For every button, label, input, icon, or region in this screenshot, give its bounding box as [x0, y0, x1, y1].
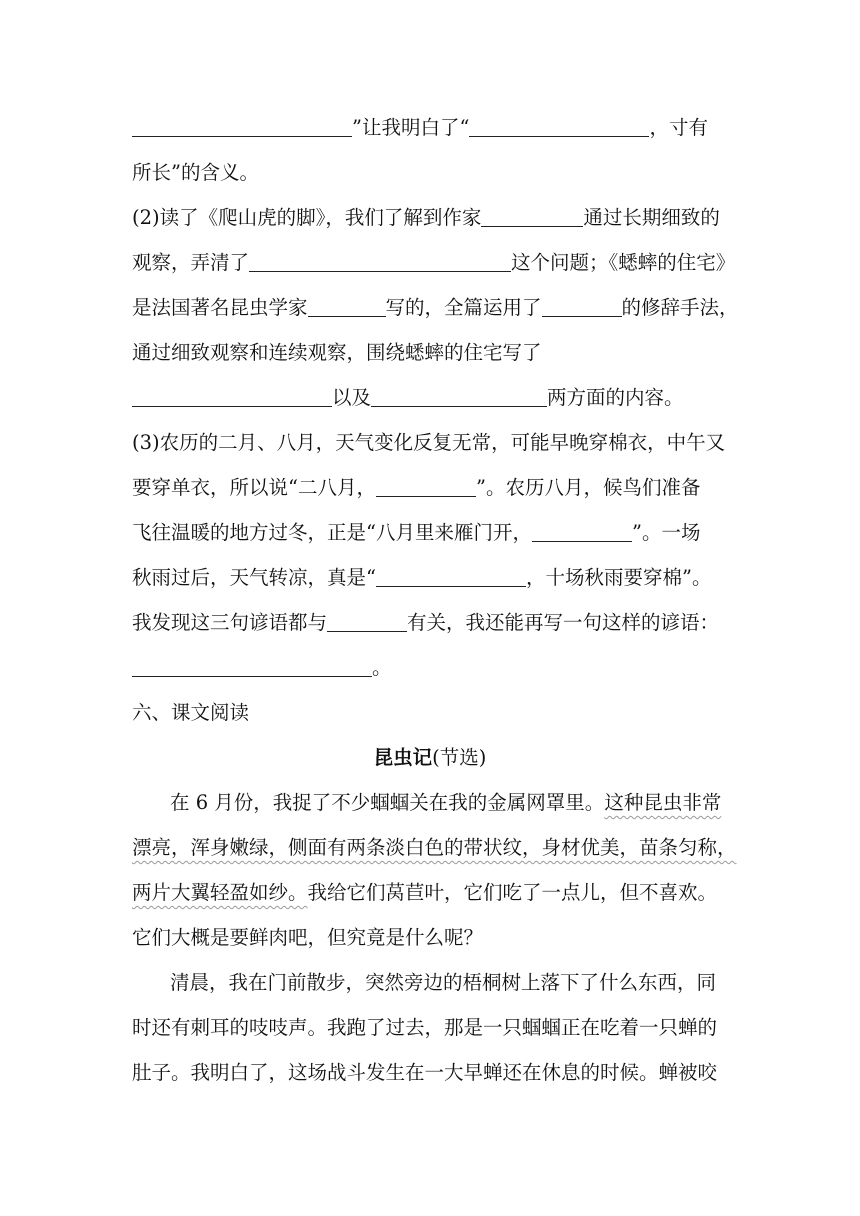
q3-text: ”。农历八月，候鸟们准备: [475, 476, 701, 499]
passage-p2-line-1: [170, 968, 744, 998]
q2-text: 观察，弄清了: [132, 251, 250, 274]
passage-text: 清晨，我在门前散步，突然旁边的梧桐树上落下了什么东西，同: [170, 971, 717, 994]
passage-title-sub: (节选): [432, 746, 487, 769]
q3-text: ”。一场: [631, 521, 701, 544]
answer-blank[interactable]: [371, 386, 547, 407]
answer-blank[interactable]: [132, 386, 332, 407]
passage-underlined-text: 这种昆虫非常: [604, 791, 722, 814]
answer-blank[interactable]: [327, 611, 407, 632]
passage-text: 肚子。我明白了，这场战斗发生在一大早蝉还在休息的时候。蝉被咬: [132, 1061, 718, 1084]
answer-blank[interactable]: [308, 296, 386, 317]
q3-line-4: [132, 563, 744, 593]
answer-blank[interactable]: [469, 116, 649, 137]
answer-blank[interactable]: [542, 296, 622, 317]
q2-line-4: [132, 338, 744, 368]
q1-text: ，寸有: [649, 116, 708, 139]
q2-text: (2)读了《爬山虎的脚》，我们了解到作家: [132, 206, 482, 229]
q3-text: 有关，我还能再写一句这样的谚语：: [407, 611, 720, 634]
answer-blank[interactable]: [376, 566, 526, 587]
passage-p1-line-1: [170, 788, 744, 818]
answer-blank[interactable]: [132, 116, 352, 137]
passage-p2-line-3: [132, 1058, 744, 1088]
q3-text: 。: [372, 656, 392, 679]
passage-title: [0, 743, 860, 773]
q3-line-2: [132, 473, 744, 503]
q3-text: 我发现这三句谚语都与: [132, 611, 328, 634]
q2-text: 这个问题；《蟋蟀的住宅》: [511, 251, 736, 274]
passage-text: 它们大概是要鲜肉吧，但究竟是什么呢？: [132, 926, 484, 949]
q3-line-1: [132, 428, 744, 458]
passage-text: 在 6 月份，我捉了不少蝈蝈关在我的金属网罩里。: [170, 791, 605, 814]
q1-text: 所长”的含义。: [132, 161, 259, 184]
passage-p1-line-4: [132, 923, 744, 953]
section-heading: [132, 698, 744, 728]
passage-underlined-text: 两片大翼轻盈如纱。: [132, 881, 308, 904]
answer-blank[interactable]: [132, 656, 372, 677]
section-heading-text: 六、课文阅读: [132, 701, 250, 724]
passage-p1-line-2: [132, 833, 744, 863]
answer-blank[interactable]: [532, 521, 632, 542]
q2-text: 的修辞手法，: [621, 296, 739, 319]
passage-text: 我给它们莴苣叶，它们吃了一点儿，但不喜欢。: [307, 881, 718, 904]
answer-blank[interactable]: [481, 206, 583, 227]
q3-text: 要穿单衣，所以说“二八月，: [132, 476, 376, 499]
q1-line-2: [132, 158, 744, 188]
q2-text: 两方面的内容。: [547, 386, 684, 409]
q2-line-2: [132, 248, 744, 278]
passage-p2-line-2: [132, 1013, 744, 1043]
q2-text: 写的，全篇运用了: [385, 296, 542, 319]
q2-text: 是法国著名昆虫学家: [132, 296, 308, 319]
passage-text: 时还有刺耳的吱吱声。我跑了过去，那是一只蝈蝈正在吃着一只蝉的: [132, 1016, 718, 1039]
q3-text: ，十场秋雨要穿棉”。: [525, 566, 712, 589]
q3-line-6: [132, 653, 744, 683]
q3-text: 飞往温暖的地方过冬，正是“八月里来雁门开，: [132, 521, 532, 544]
q3-line-5: [132, 608, 744, 638]
q2-text: 通过长期细致的: [583, 206, 720, 229]
q1-line-1: [132, 113, 744, 143]
q3-text: (3)农历的二月、八月，天气变化反复无常，可能早晚穿棉衣，中午又: [132, 431, 726, 454]
q2-line-3: [132, 293, 744, 323]
q1-text: ”让我明白了“: [352, 116, 470, 139]
q2-line-5: [132, 383, 744, 413]
q3-text: 秋雨过后，天气转凉，真是“: [132, 566, 376, 589]
passage-underlined-text: 漂亮，浑身嫩绿，侧面有两条淡白色的带状纹，身材优美，苗条匀称，: [132, 836, 737, 859]
passage-title-main: 昆虫记: [373, 746, 433, 769]
q3-line-3: [132, 518, 744, 548]
q2-text: 以及: [332, 386, 372, 409]
answer-blank[interactable]: [249, 251, 511, 272]
passage-p1-line-3: [132, 878, 744, 908]
q2-text: 通过细致观察和连续观察，围绕蟋蟀的住宅写了: [132, 341, 542, 364]
answer-blank[interactable]: [376, 476, 476, 497]
q2-line-1: [132, 203, 744, 233]
